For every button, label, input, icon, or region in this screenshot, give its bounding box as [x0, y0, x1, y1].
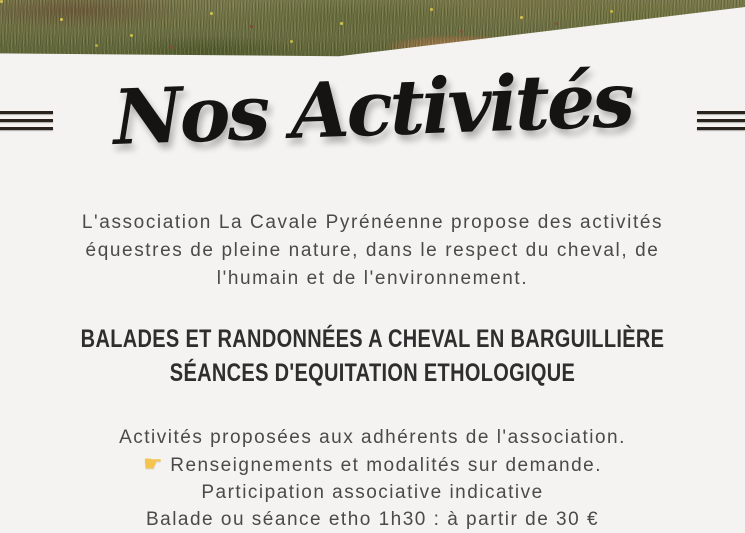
grass-flower-dots — [0, 0, 3, 3]
hero-grassland-photo — [0, 0, 745, 58]
decoration-line — [697, 119, 745, 122]
decoration-line — [0, 127, 53, 130]
triple-line-left-decoration — [0, 111, 53, 130]
intro-line: l'humain et de l'environnement. — [216, 268, 529, 289]
decoration-line — [0, 119, 53, 122]
details-line-participation: Participation associative indicative — [201, 482, 544, 503]
pointing-finger-icon: ☛ — [143, 452, 165, 477]
intro-line: L'association La Cavale Pyrénéenne propose des activités — [81, 212, 664, 233]
headline-seances-equitation: SÉANCES D'EQUITATION ETHOLOGIQUE — [169, 359, 576, 387]
details-line-renseignements — [0, 451, 745, 479]
details-block — [0, 424, 745, 533]
decoration-line — [0, 111, 53, 114]
triple-line-right-decoration — [697, 111, 745, 130]
intro-paragraph — [0, 209, 745, 293]
headline-balades-randonnees: BALADES ET RANDONNÉES A CHEVAL EN BARGUILLIÈRE — [80, 325, 665, 353]
page-title: Nos Activités — [111, 54, 634, 163]
decoration-line — [697, 111, 745, 114]
intro-line: équestres de pleine nature, dans le respect du cheval, de — [85, 240, 660, 261]
details-line-tarif: Balade ou séance etho 1h30 : à partir de 30 € — [145, 509, 600, 530]
details-line-adherents: Activités proposées aux adhérents de l'association. — [119, 427, 626, 448]
details-line-renseignements-text: Renseignements et modalités sur demande. — [170, 455, 602, 476]
decoration-line — [697, 127, 745, 130]
